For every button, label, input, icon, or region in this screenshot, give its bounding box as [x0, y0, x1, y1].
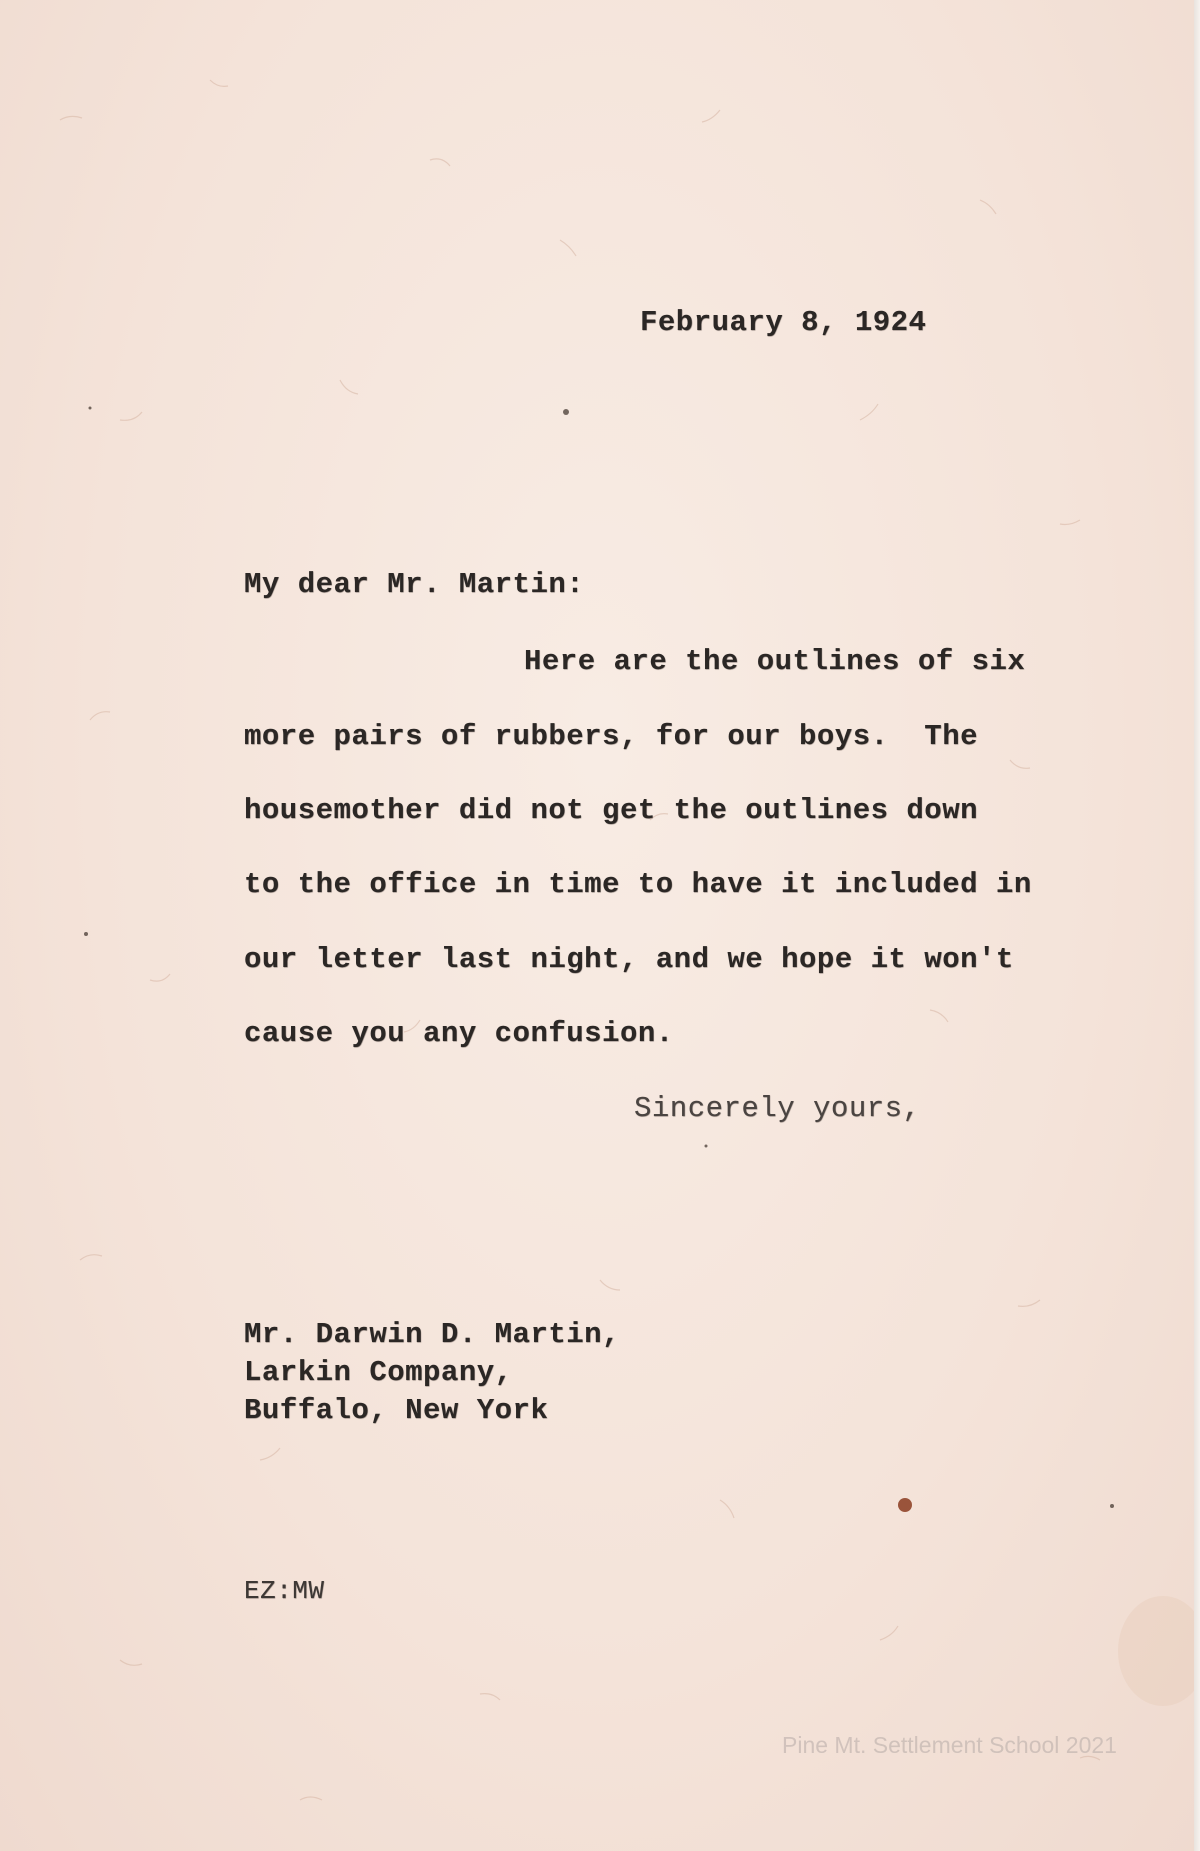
closing: Sincerely yours, — [634, 1092, 921, 1125]
address-line: Buffalo, New York — [244, 1394, 549, 1427]
body-line: housemother did not get the outlines down — [244, 794, 979, 827]
faint-stain — [1118, 1596, 1200, 1706]
letter-date: February 8, 1924 — [640, 306, 927, 339]
body-line: more pairs of rubbers, for our boys. The — [244, 720, 979, 753]
typist-initials: EZ:MW — [244, 1576, 325, 1606]
body-line: Here are the outlines of six — [524, 645, 1026, 678]
salutation: My dear Mr. Martin: — [244, 568, 585, 601]
address-line: Larkin Company, — [244, 1356, 513, 1389]
archive-watermark: Pine Mt. Settlement School 2021 — [782, 1732, 1117, 1758]
body-line: our letter last night, and we hope it won't — [244, 943, 1014, 976]
scan-edge — [1194, 0, 1200, 1851]
address-line: Mr. Darwin D. Martin, — [244, 1318, 620, 1351]
body-line: cause you any confusion. — [244, 1017, 674, 1050]
rust-stain — [898, 1498, 912, 1512]
body-line: to the office in time to have it included in — [244, 868, 1032, 901]
